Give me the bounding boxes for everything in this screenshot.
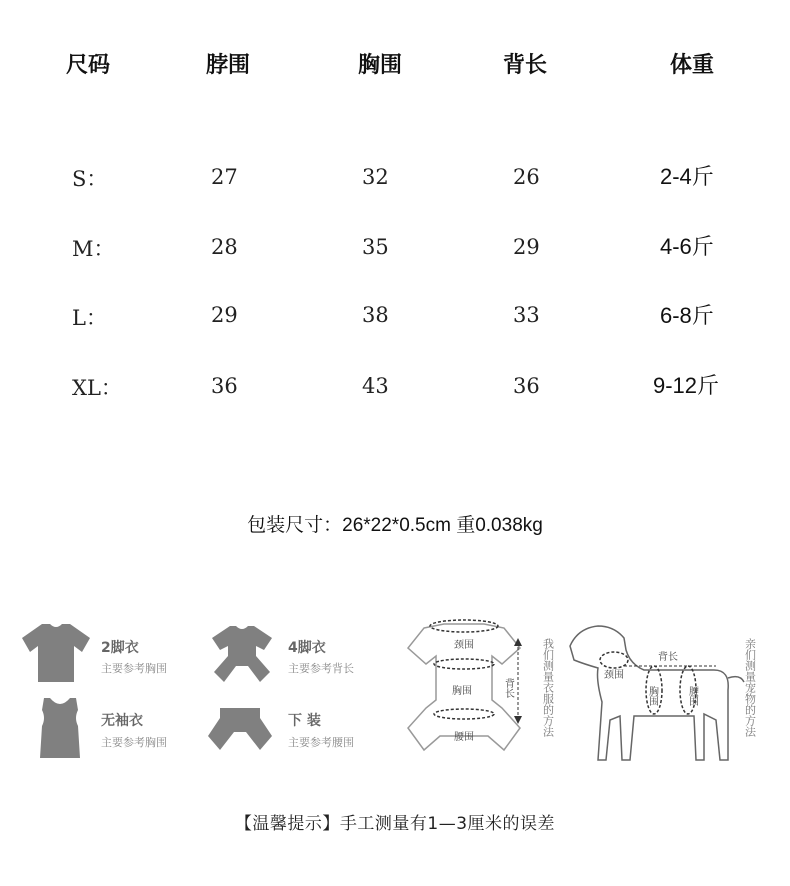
garment-title: 下 装: [288, 713, 321, 729]
pants-icon: [206, 706, 274, 754]
four-leg-shirt-icon: [206, 624, 278, 686]
neck-cell: 36: [211, 374, 238, 398]
size-cell: S：: [72, 167, 108, 191]
back-cell: 33: [513, 303, 540, 327]
neck-cell: 28: [211, 235, 238, 259]
garment-subtitle: 主要参考胸围: [101, 736, 167, 749]
size-cell: L：: [72, 306, 107, 330]
clothes-back-label: 背长: [502, 678, 514, 698]
garment-title: 无袖衣: [101, 713, 143, 729]
dog-back-label: 背长: [658, 652, 678, 663]
back-cell: 36: [513, 374, 540, 398]
dog-waist-label: 腰围: [686, 686, 698, 706]
package-info: 包装尺寸：26*22*0.5cm 重0.038kg: [247, 515, 543, 536]
neck-cell: 29: [211, 303, 238, 327]
garment-title: 2脚衣: [101, 640, 139, 656]
garment-subtitle: 主要参考胸围: [101, 662, 167, 675]
size-cell: M：: [72, 237, 115, 261]
weight-cell: 6-8斤: [660, 303, 714, 328]
garment-title: 4脚衣: [288, 640, 326, 656]
header-size: 尺码: [66, 53, 111, 78]
header-back-length: 背长: [503, 53, 548, 78]
clothes-caption: 我们测量衣服的方法: [541, 638, 555, 737]
chest-cell: 32: [362, 165, 389, 189]
clothes-neck-label: 颈围: [454, 640, 474, 651]
garment-subtitle: 主要参考背长: [288, 662, 354, 675]
weight-cell: 9-12斤: [653, 373, 720, 398]
neck-cell: 27: [211, 165, 238, 189]
clothes-chest-label: 胸围: [452, 686, 472, 697]
dog-caption: 亲们测量宠物的方法: [743, 638, 757, 737]
garment-subtitle: 主要参考腰围: [288, 736, 354, 749]
header-weight: 体重: [670, 53, 715, 78]
clothes-measurement-diagram: [392, 616, 567, 768]
header-neck: 脖围: [206, 53, 251, 78]
weight-cell: 4-6斤: [660, 234, 714, 259]
chest-cell: 38: [362, 303, 389, 327]
back-cell: 26: [513, 165, 540, 189]
size-cell: XL：: [72, 376, 122, 400]
header-chest: 胸围: [358, 53, 403, 78]
two-leg-shirt-icon: [20, 622, 92, 684]
weight-cell: 2-4斤: [660, 164, 714, 189]
chest-cell: 43: [362, 374, 389, 398]
measurement-tip: 【温馨提示】手工测量有1—3厘米的误差: [234, 814, 556, 834]
chest-cell: 35: [362, 235, 389, 259]
back-cell: 29: [513, 235, 540, 259]
sleeveless-vest-icon: [36, 696, 84, 760]
clothes-waist-label: 腰围: [454, 732, 474, 743]
dog-chest-label: 胸围: [646, 686, 658, 706]
dog-neck-label: 颈围: [604, 670, 624, 681]
dog-measurement-diagram: [564, 620, 764, 768]
